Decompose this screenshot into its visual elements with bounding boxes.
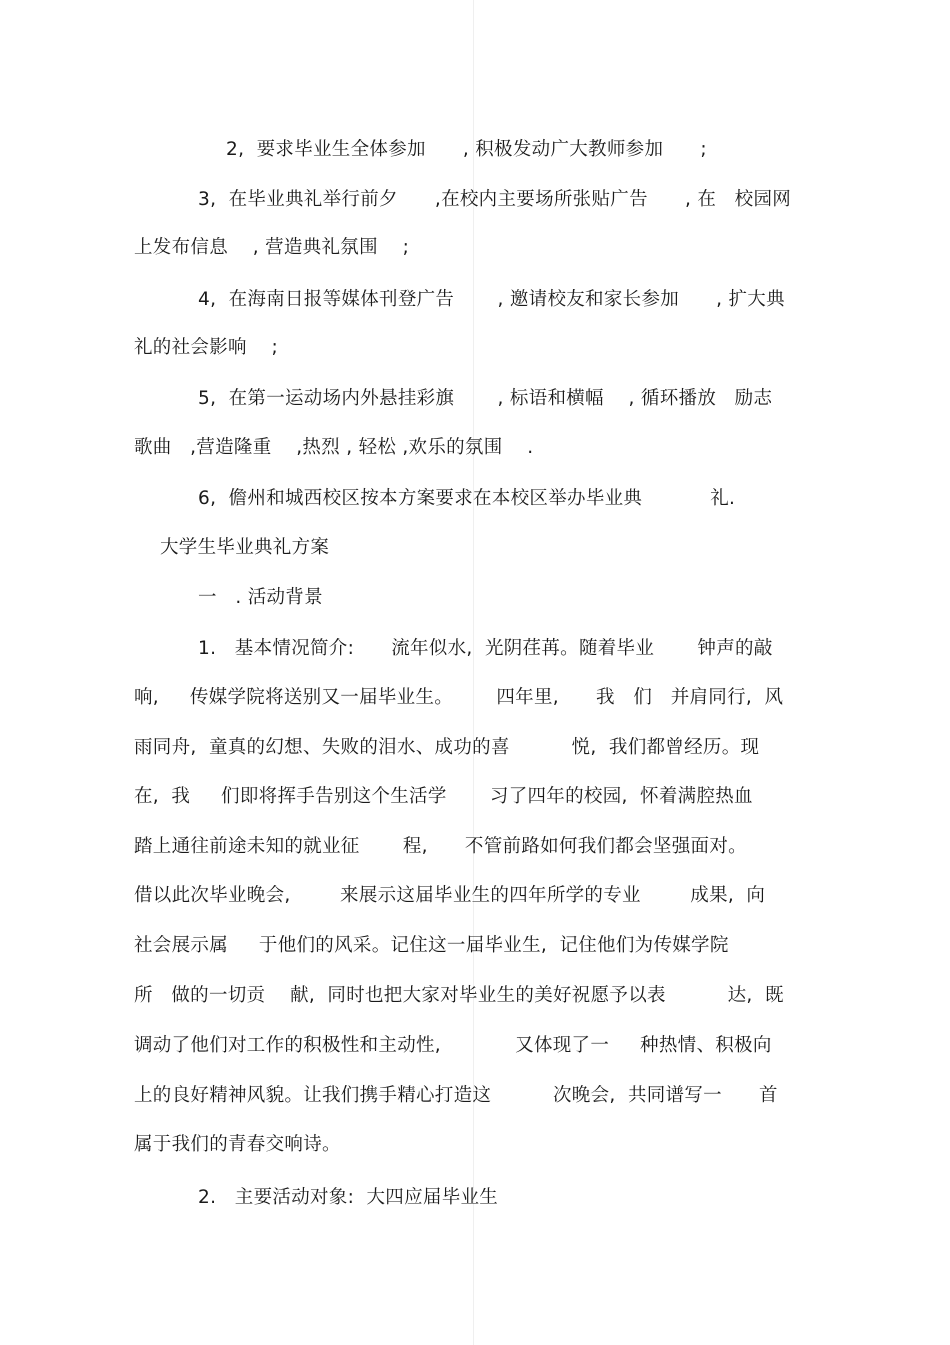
text-line: 4, 在海南日报等媒体刊登广告 , 邀请校友和家长参加 , 扩大典 [198,289,785,310]
text-line: 2. 主要活动对象: 大四应届毕业生 [198,1187,499,1208]
text-line: 踏上通往前途未知的就业征 程, 不管前路如何我们都会坚强面对。 [134,836,747,857]
text-line: 上发布信息 , 营造典礼氛围 ; [134,237,410,258]
text-line: 1. 基本情况简介: 流年似水, 光阴荏苒。随着毕业 钟声的敲 [198,638,773,659]
text-line: 礼的社会影响 ; [134,337,279,358]
text-line: 上的良好精神风貌。让我们携手精心打造这 次晚会, 共同谱写一 首 [134,1085,778,1106]
text-line: 响, 传媒学院将送别又一届毕业生。 四年里, 我 们 并肩同行, 风 [134,687,784,708]
text-line: 2, 要求毕业生全体参加 , 积极发动广大教师参加 ; [226,139,707,160]
text-line: 在, 我 们即将挥手告别这个生活学 习了四年的校园, 怀着满腔热血 [134,786,753,807]
text-line: 雨同舟, 童真的幻想、失败的泪水、成功的喜 悦, 我们都曾经历。现 [134,737,760,758]
text-line: 社会展示属 于他们的风采。记住这一届毕业生, 记住他们为传媒学院 [134,935,729,956]
section-heading: 一 . 活动背景 [198,587,323,608]
text-line: 歌曲 ,营造隆重 ,热烈 , 轻松 ,欢乐的氛围 . [134,437,534,458]
text-line: 所 做的一切贡 献, 同时也把大家对毕业生的美好祝愿予以表 达, 既 [134,985,784,1006]
section-title: 大学生毕业典礼方案 [160,537,330,558]
text-line: 借以此次毕业晚会, 来展示这届毕业生的四年所学的专业 成果, 向 [134,885,766,906]
text-line: 3, 在毕业典礼举行前夕 ,在校内主要场所张贴广告 , 在 校园网 [198,189,792,210]
text-line: 调动了他们对工作的积极性和主动性, 又体现了一 种热情、积极向 [134,1035,772,1056]
text-line: 6, 儋州和城西校区按本方案要求在本校区举办毕业典 礼. [198,488,736,509]
text-line: 属于我们的青春交响诗。 [134,1134,341,1155]
text-line: 5, 在第一运动场内外悬挂彩旗 , 标语和横幅 , 循环播放 励志 [198,388,773,409]
